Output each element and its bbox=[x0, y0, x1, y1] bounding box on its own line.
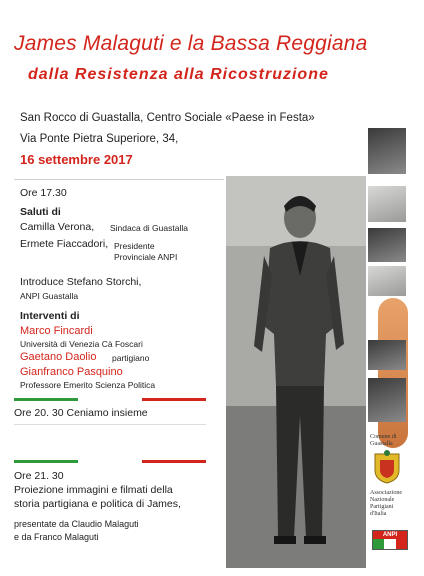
event-subtitle: dalla Resistenza alla Ricostruzione bbox=[28, 66, 329, 83]
anpi-label-line: Associazione bbox=[370, 490, 402, 496]
speaker-name: Marco Fincardi bbox=[20, 325, 93, 337]
anpi-label bbox=[370, 490, 410, 518]
flag-divider bbox=[14, 460, 206, 463]
thumbnail-photo bbox=[368, 186, 406, 222]
speaker-name: Gaetano Daolio bbox=[20, 351, 97, 363]
coat-of-arms-icon bbox=[372, 450, 402, 484]
flag-divider bbox=[14, 398, 206, 401]
event-title: James Malaguti e la Bassa Reggiana bbox=[14, 32, 368, 55]
anpi-badge-text: ANPI bbox=[373, 531, 407, 539]
divider bbox=[14, 424, 206, 425]
decorative-shape bbox=[378, 298, 408, 448]
projection-line-2: storia partigiana e politica di James, bbox=[14, 498, 181, 510]
comune-label: Comune di Guastalla bbox=[370, 434, 397, 447]
speaker-role: Professore Emerito Scienza Politica bbox=[20, 380, 156, 390]
partisan-portrait-photo bbox=[226, 176, 366, 568]
thumbnail-photo bbox=[368, 228, 406, 262]
dinner-line: Ore 20. 30 Ceniamo insieme bbox=[14, 407, 148, 419]
speaker-role: Università di Venezia Cà Foscari bbox=[20, 339, 143, 349]
presented-line-2: e da Franco Malaguti bbox=[14, 532, 99, 542]
speaker-name: Gianfranco Pasquino bbox=[20, 366, 123, 378]
projection-line-1: Proiezione immagini e filmati della bbox=[14, 484, 173, 496]
saluto-name: Camilla Verona, bbox=[20, 221, 95, 233]
time-1730: Ore 17.30 bbox=[20, 187, 67, 199]
speaker-role: partigiano bbox=[112, 353, 150, 363]
saluto-role: Sindaca di Guastalla bbox=[110, 223, 188, 233]
anpi-label-line: d'Italia bbox=[370, 511, 387, 517]
saluto-role: Presidente bbox=[114, 241, 155, 251]
divider bbox=[14, 179, 224, 180]
anpi-label-line: Nazionale bbox=[370, 497, 395, 503]
thumbnail-photo bbox=[368, 128, 406, 174]
anpi-badge bbox=[372, 530, 408, 550]
thumbnail-photo bbox=[368, 340, 406, 370]
presented-line-1: presentate da Claudio Malaguti bbox=[14, 519, 139, 529]
interventi-heading: Interventi di bbox=[20, 310, 80, 322]
event-date: 16 settembre 2017 bbox=[20, 152, 133, 167]
venue-line-1: San Rocco di Guastalla, Centro Sociale «Paese in Festa» bbox=[20, 112, 315, 124]
time-2130: Ore 21. 30 bbox=[14, 470, 64, 482]
saluto-role: Provinciale ANPI bbox=[114, 252, 178, 262]
anpi-label-line: Partigiani bbox=[370, 504, 394, 510]
saluti-heading: Saluti di bbox=[20, 206, 61, 218]
thumbnail-photo bbox=[368, 266, 406, 296]
venue-line-2: Via Ponte Pietra Superiore, 34, bbox=[20, 133, 179, 145]
saluto-name: Ermete Fiaccadori, bbox=[20, 238, 109, 250]
introduce-role: ANPI Guastalla bbox=[20, 291, 79, 301]
introduce-line: Introduce Stefano Storchi, bbox=[20, 276, 142, 288]
thumbnail-photo bbox=[368, 378, 406, 422]
